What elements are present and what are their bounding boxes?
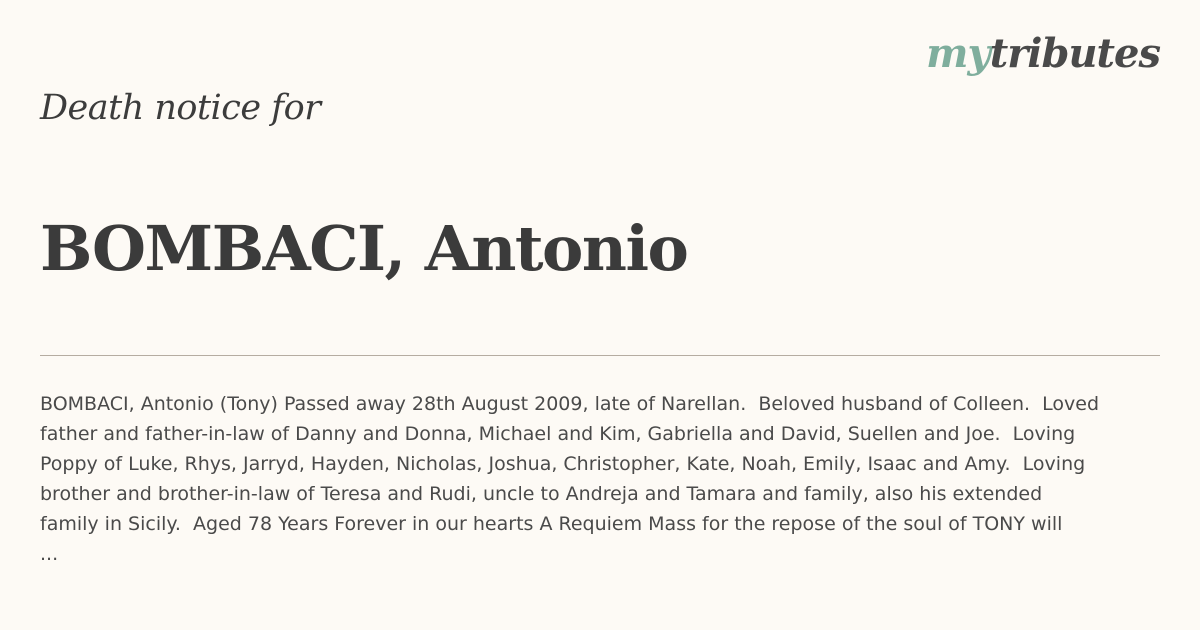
death-notice-subtitle: Death notice for (40, 88, 321, 128)
notice-line: BOMBACI, Antonio (Tony) Passed away 28th August 2009, late of Narellan. Beloved husband of Colleen. Loved (40, 393, 1100, 415)
divider (40, 355, 1160, 356)
notice-line: brother and brother-in-law of Teresa and Rudi, uncle to Andreja and Tamara and family, also his extended (40, 483, 1043, 505)
notice-ellipsis: ... (40, 543, 59, 565)
notice-text (40, 389, 1162, 539)
notice-line: father and father-in-law of Danny and Donna, Michael and Kim, Gabriella and David, Suellen and Joe. Loving (40, 423, 1076, 445)
deceased-name: BOMBACI, Antonio (40, 212, 688, 285)
logo-my: my (926, 30, 990, 77)
mytributes-logo[interactable] (926, 30, 1160, 77)
notice-line: Poppy of Luke, Rhys, Jarryd, Hayden, Nicholas, Joshua, Christopher, Kate, Noah, Emily, Isaac and Amy. Loving (40, 453, 1086, 475)
logo-tributes: tributes (989, 30, 1160, 77)
notice-line: family in Sicily. Aged 78 Years Forever in our hearts A Requiem Mass for the repose of the soul of TONY will (40, 513, 1063, 535)
